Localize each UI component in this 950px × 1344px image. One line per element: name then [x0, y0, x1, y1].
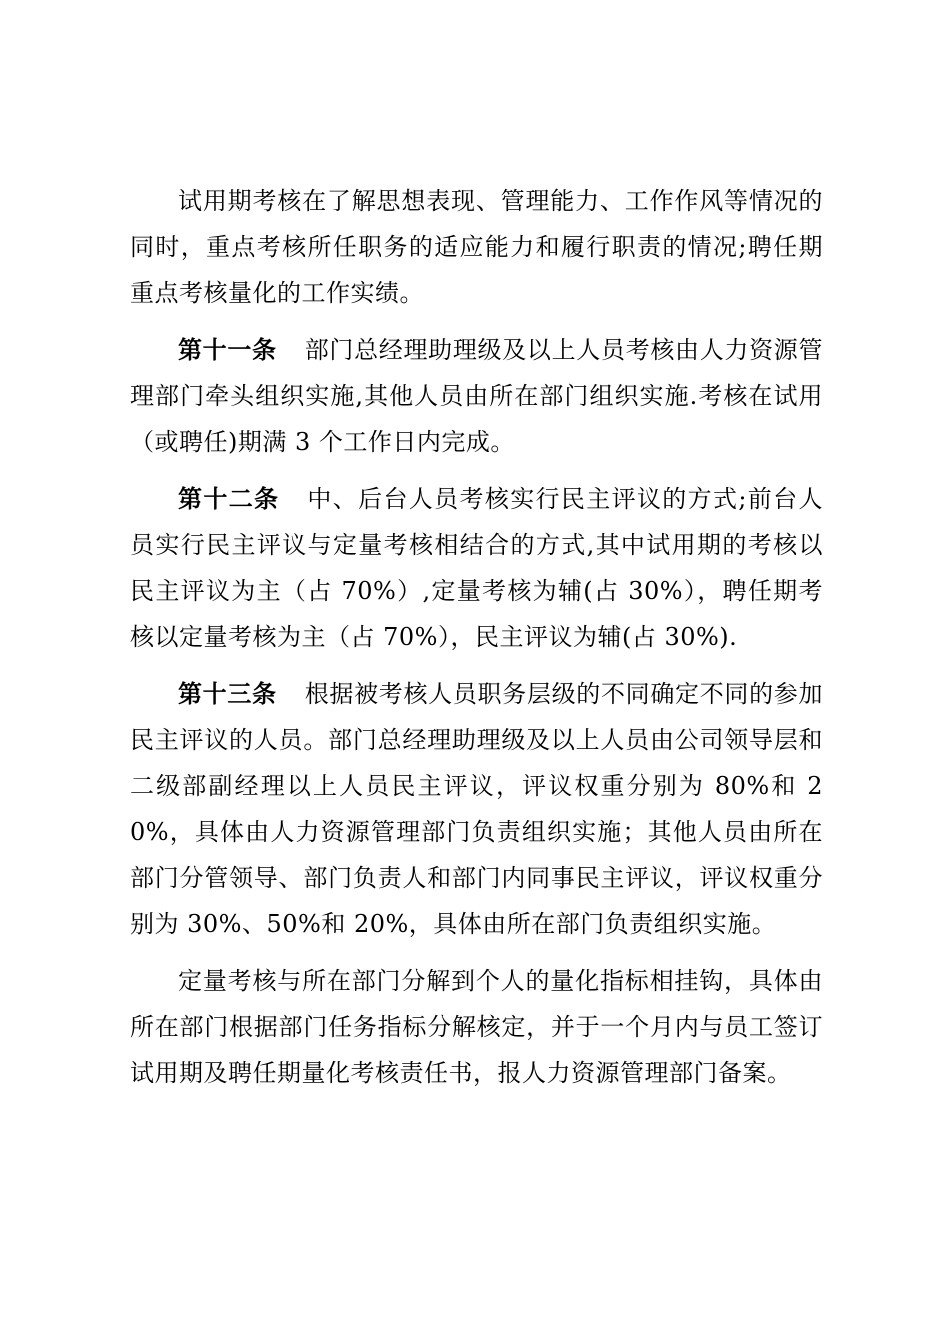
paragraph-text: 中、后台人员考核实行民主评议的方式;前台人员实行民主评议与定量考核相结合的方式,其中试用期的考核以民主评议为主（占 70%）,定量考核为辅(占 30%），聘任期考核以定量考核为主（占 70%），民主评议为辅(占 30%).: [130, 485, 823, 651]
paragraph-quantitative-assessment: [130, 958, 823, 1096]
document-page: [130, 178, 823, 1096]
paragraph-text: 试用期考核在了解思想表现、管理能力、工作作风等情况的同时，重点考核所任职务的适应能力和履行职责的情况;聘任期重点考核量化的工作实绩。: [130, 187, 823, 307]
article-12: [130, 476, 823, 660]
article-heading: 第十一条: [178, 336, 277, 364]
article-heading: 第十二条: [178, 485, 280, 513]
article-heading: 第十三条: [178, 680, 277, 708]
article-13: [130, 671, 823, 947]
paragraph-text: 根据被考核人员职务层级的不同确定不同的参加民主评议的人员。部门总经理助理级及以上人员由公司领导层和二级部副经理以上人员民主评议，评议权重分别为 80%和 20%，具体由人力资源管理部门负责组织实施；其他人员由所在部门分管领导、部门负责人和部门内同事民主评议，评议权重分别为 30%、50%和 20%，具体由所在部门负责组织实施。: [130, 680, 823, 938]
article-11: [130, 327, 823, 465]
paragraph-text: 部门总经理助理级及以上人员考核由人力资源管理部门牵头组织实施,其他人员由所在部门组织实施.考核在试用（或聘任)期满 3 个工作日内完成。: [130, 336, 823, 456]
paragraph-probation-assessment: [130, 178, 823, 316]
paragraph-text: 定量考核与所在部门分解到个人的量化指标相挂钩，具体由所在部门根据部门任务指标分解核定，并于一个月内与员工签订试用期及聘任期量化考核责任书，报人力资源管理部门备案。: [130, 967, 823, 1087]
